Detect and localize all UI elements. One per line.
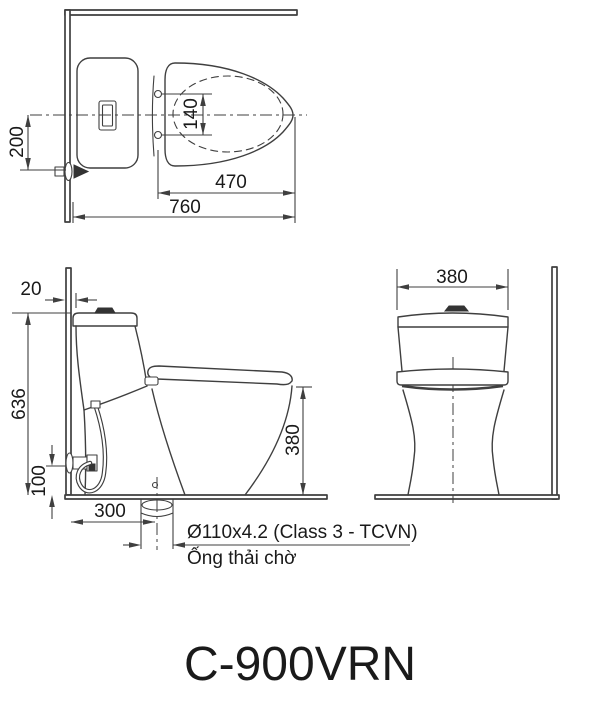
pipe-spec-label: Ø110x4.2 (Class 3 - TCVN): [187, 522, 418, 543]
top-plan-view: [7, 10, 307, 223]
dim-width-label: 380: [436, 267, 468, 288]
model-title: C-900VRN: [183, 638, 417, 691]
dim-bowl-length-label: 470: [215, 172, 247, 193]
wall-left-section: [65, 10, 70, 222]
flush-button-side: [95, 308, 115, 313]
supply-valve-flange: [65, 163, 72, 181]
seat-rear: [397, 369, 508, 385]
dim-supply-height-label: 100: [29, 465, 50, 497]
sprayer-hose-outer: [78, 407, 105, 491]
dim-drain-setout-label: 300: [94, 501, 126, 522]
pipe-name-label: Ống thải chờ: [187, 548, 297, 569]
dimension-rim-height: [283, 387, 312, 495]
pedestal-right-edge: [492, 390, 504, 495]
seat-lid-side: [148, 366, 292, 385]
tank-lid-side: [73, 313, 137, 326]
dim-rim-height-label: 380: [283, 424, 304, 456]
dimension-width: [397, 267, 508, 310]
drain-pipe: [141, 477, 173, 550]
dim-total-height-label: 636: [9, 388, 30, 420]
pedestal-left-edge: [403, 390, 415, 495]
pipe-spec-callout: [123, 522, 418, 569]
hose-connector: [91, 401, 100, 408]
tank-left-edge: [398, 327, 402, 371]
hinge-hole-top: [155, 91, 162, 98]
dimension-wall-gap: [20, 279, 97, 308]
seat-back-edge: [153, 76, 155, 156]
floor-side-section: [65, 495, 327, 499]
supply-valve-flange-side: [66, 453, 73, 473]
tank-outline-top: [77, 58, 138, 168]
supply-valve-knob: [55, 167, 64, 176]
dimension-side-offset: [7, 115, 66, 170]
dimension-total-depth: [73, 197, 295, 223]
seat-hinge-side: [145, 377, 158, 385]
dim-wall-gap-label: 20: [20, 279, 42, 300]
wall-top-section: [65, 10, 297, 15]
dim-hinge-spacing-label: 140: [181, 98, 202, 130]
dim-side-offset-label: 200: [7, 126, 28, 158]
dim-total-depth-label: 760: [169, 197, 201, 218]
flush-button-rear: [445, 306, 468, 311]
rear-elevation-view: [375, 267, 559, 503]
hinge-hole-bottom: [155, 132, 162, 139]
tank-front-edge: [135, 326, 147, 385]
wall-rear-section: [552, 267, 557, 499]
tank-lid-rear: [398, 313, 508, 327]
side-elevation-view: [9, 268, 418, 569]
floor-rear-section: [375, 495, 559, 499]
tank-right-edge: [504, 327, 508, 371]
dimension-supply-height: [29, 445, 66, 519]
